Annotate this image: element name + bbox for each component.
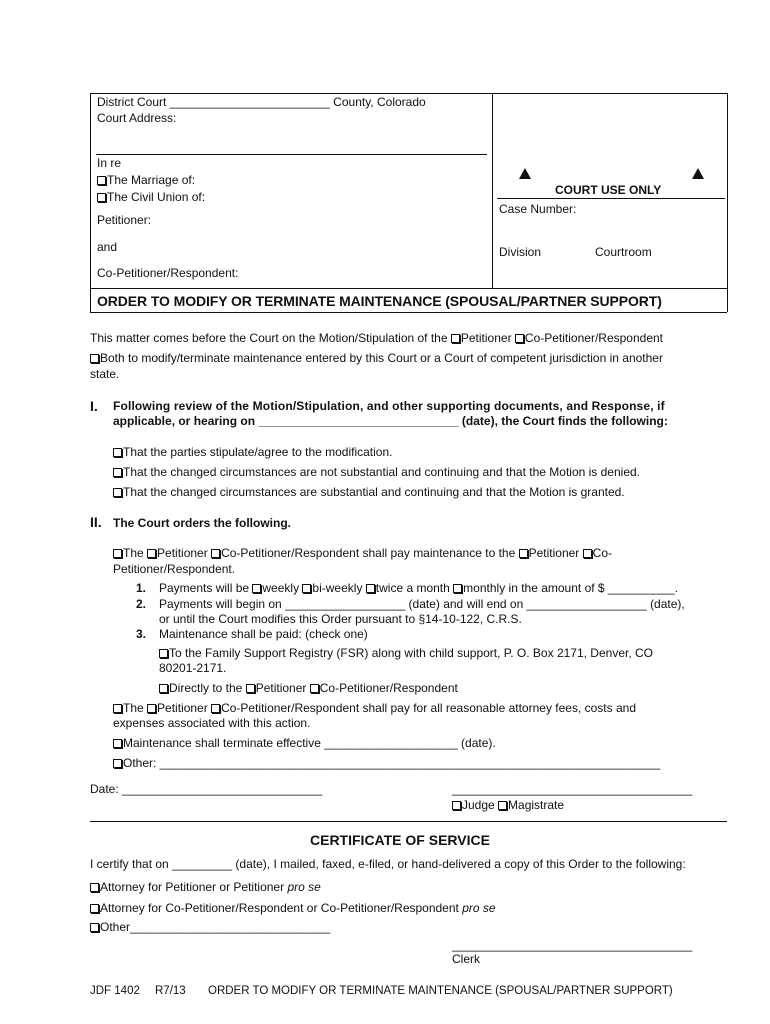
pay-maintenance-line: The Petitioner Co-Petitioner/Respondent shall pay maintenance to the Petitioner Co- bbox=[113, 546, 612, 561]
intro-line-2: Both to modify/terminate maintenance entered by this Court or a Court of competent jurisdiction in another bbox=[90, 351, 663, 366]
checkbox-icon[interactable] bbox=[452, 801, 461, 810]
finding-option[interactable]: That the parties stipulate/agree to the modification. bbox=[113, 445, 393, 460]
item-2-number: 2. bbox=[136, 597, 147, 611]
court-use-only-label: COURT USE ONLY bbox=[555, 183, 662, 197]
checkbox-icon[interactable] bbox=[113, 448, 122, 457]
checkbox-icon[interactable] bbox=[159, 684, 168, 693]
civil-union-option[interactable]: The Civil Union of: bbox=[97, 190, 205, 205]
checkbox-icon[interactable] bbox=[515, 334, 524, 343]
payment-frequency-line: Payments will be weekly bi-weekly twice a month monthly in the amount of $ __________. bbox=[159, 581, 678, 595]
certificate-statement[interactable]: I certify that on _________ (date), I mailed, faxed, e-filed, or hand-delivered a copy of this Order to the following: bbox=[90, 857, 686, 871]
triangle-up-icon bbox=[519, 168, 531, 179]
intro-line-1: This matter comes before the Court on the Motion/Stipulation of the Petitioner Co-Petitioner/Respondent bbox=[90, 331, 664, 345]
checkbox-icon[interactable] bbox=[159, 649, 168, 658]
section-1-line-2[interactable]: applicable, or hearing on ______________________________ (date), the Court finds the following: bbox=[113, 414, 668, 428]
service-option-petitioner[interactable]: Attorney for Petitioner or Petitioner pro se bbox=[90, 880, 321, 895]
attorney-fees-line-2: expenses associated with this action. bbox=[113, 716, 311, 730]
checkbox-icon[interactable] bbox=[246, 684, 255, 693]
checkbox-icon[interactable] bbox=[310, 684, 319, 693]
checkbox-icon[interactable] bbox=[97, 176, 106, 185]
marriage-option[interactable]: The Marriage of: bbox=[97, 173, 195, 188]
checkbox-icon[interactable] bbox=[366, 584, 375, 593]
direct-payment-option: Directly to the Petitioner Co-Petitioner/Respondent bbox=[159, 681, 458, 696]
certificate-title: CERTIFICATE OF SERVICE bbox=[310, 832, 490, 848]
checkbox-icon[interactable] bbox=[113, 549, 122, 558]
checkbox-icon[interactable] bbox=[211, 549, 220, 558]
and-label: and bbox=[97, 240, 118, 254]
section-1-numeral: I. bbox=[90, 398, 98, 414]
checkbox-icon[interactable] bbox=[90, 923, 99, 932]
item-1-number: 1. bbox=[136, 581, 147, 595]
section-2-heading: The Court orders the following. bbox=[113, 516, 291, 530]
checkbox-icon[interactable] bbox=[97, 193, 106, 202]
checkbox-icon[interactable] bbox=[453, 584, 462, 593]
page-title: ORDER TO MODIFY OR TERMINATE MAINTENANCE (SPOUSAL/PARTNER SUPPORT) bbox=[97, 293, 662, 309]
triangle-up-icon bbox=[692, 168, 704, 179]
checkbox-icon[interactable] bbox=[147, 704, 156, 713]
date-field[interactable]: Date: ______________________________ bbox=[90, 782, 323, 796]
checkbox-icon[interactable] bbox=[519, 549, 528, 558]
court-address-label: Court Address: bbox=[97, 111, 177, 125]
courtroom-field[interactable]: Courtroom bbox=[595, 245, 652, 259]
district-court-field[interactable]: District Court ________________________ County, Colorado bbox=[97, 95, 426, 109]
checkbox-icon[interactable] bbox=[113, 759, 122, 768]
case-number-field[interactable]: Case Number: bbox=[499, 202, 577, 216]
intro-line-3: state. bbox=[90, 367, 120, 381]
finding-option[interactable]: That the changed circumstances are substantial and continuing and that the Motion is granted. bbox=[113, 485, 625, 500]
attorney-fees-line: The Petitioner Co-Petitioner/Respondent shall pay for all reasonable attorney fees, costs and bbox=[113, 701, 636, 716]
checkbox-icon[interactable] bbox=[147, 549, 156, 558]
section-divider bbox=[90, 821, 727, 822]
checkbox-icon[interactable] bbox=[302, 584, 311, 593]
checkbox-icon[interactable] bbox=[90, 904, 99, 913]
terminate-option[interactable]: Maintenance shall terminate effective ____________________ (date). bbox=[113, 736, 496, 751]
judge-magistrate-options: Judge Magistrate bbox=[452, 798, 564, 813]
other-option[interactable]: Other: ___________________________________________________________________________ bbox=[113, 756, 660, 771]
footer-form-number: JDF 1402 bbox=[90, 985, 140, 997]
checkbox-icon[interactable] bbox=[498, 801, 507, 810]
division-field[interactable]: Division bbox=[499, 245, 542, 259]
section-2-numeral: II. bbox=[90, 514, 102, 530]
checkbox-icon[interactable] bbox=[90, 883, 99, 892]
fsr-option-line-2: 80201-2171. bbox=[159, 661, 227, 675]
in-re-label: In re bbox=[97, 156, 122, 170]
checkbox-icon[interactable] bbox=[211, 704, 220, 713]
footer-title: ORDER TO MODIFY OR TERMINATE MAINTENANCE (SPOUSAL/PARTNER SUPPORT) bbox=[208, 985, 673, 997]
checkbox-icon[interactable] bbox=[90, 354, 99, 363]
payment-dates-line[interactable]: Payments will begin on __________________ (date) and will end on __________________ (date), bbox=[159, 597, 685, 611]
service-option-co-petitioner[interactable]: Attorney for Co-Petitioner/Respondent or Co-Petitioner/Respondent pro se bbox=[90, 901, 496, 916]
checkbox-icon[interactable] bbox=[252, 584, 261, 593]
section-1-line-1: Following review of the Motion/Stipulation, and other supporting documents, and Response, if bbox=[113, 399, 665, 413]
fsr-option[interactable]: To the Family Support Registry (FSR) along with child support, P. O. Box 2171, Denver, CO bbox=[159, 646, 653, 661]
finding-option[interactable]: That the changed circumstances are not substantial and continuing and that the Motion is denied. bbox=[113, 465, 640, 480]
clerk-signature-line[interactable]: ____________________________________ bbox=[452, 938, 693, 952]
payment-method-label: Maintenance shall be paid: (check one) bbox=[159, 627, 368, 641]
checkbox-icon[interactable] bbox=[113, 739, 122, 748]
item-3-number: 3. bbox=[136, 627, 147, 641]
checkbox-icon[interactable] bbox=[113, 468, 122, 477]
checkbox-icon[interactable] bbox=[583, 549, 592, 558]
clerk-label: Clerk bbox=[452, 952, 481, 966]
petitioner-label: Petitioner: bbox=[97, 213, 152, 227]
pay-maintenance-line-2: Petitioner/Respondent. bbox=[113, 562, 236, 576]
service-option-other[interactable]: Other______________________________ bbox=[90, 920, 330, 935]
footer-revision: R7/13 bbox=[155, 985, 186, 997]
payment-dates-line-2: or until the Court modifies this Order pursuant to §14-10-122, C.R.S. bbox=[159, 612, 522, 626]
checkbox-icon[interactable] bbox=[451, 334, 460, 343]
co-petitioner-label: Co-Petitioner/Respondent: bbox=[97, 266, 239, 280]
signature-line[interactable]: ____________________________________ bbox=[452, 782, 693, 796]
checkbox-icon[interactable] bbox=[113, 488, 122, 497]
checkbox-icon[interactable] bbox=[113, 704, 122, 713]
